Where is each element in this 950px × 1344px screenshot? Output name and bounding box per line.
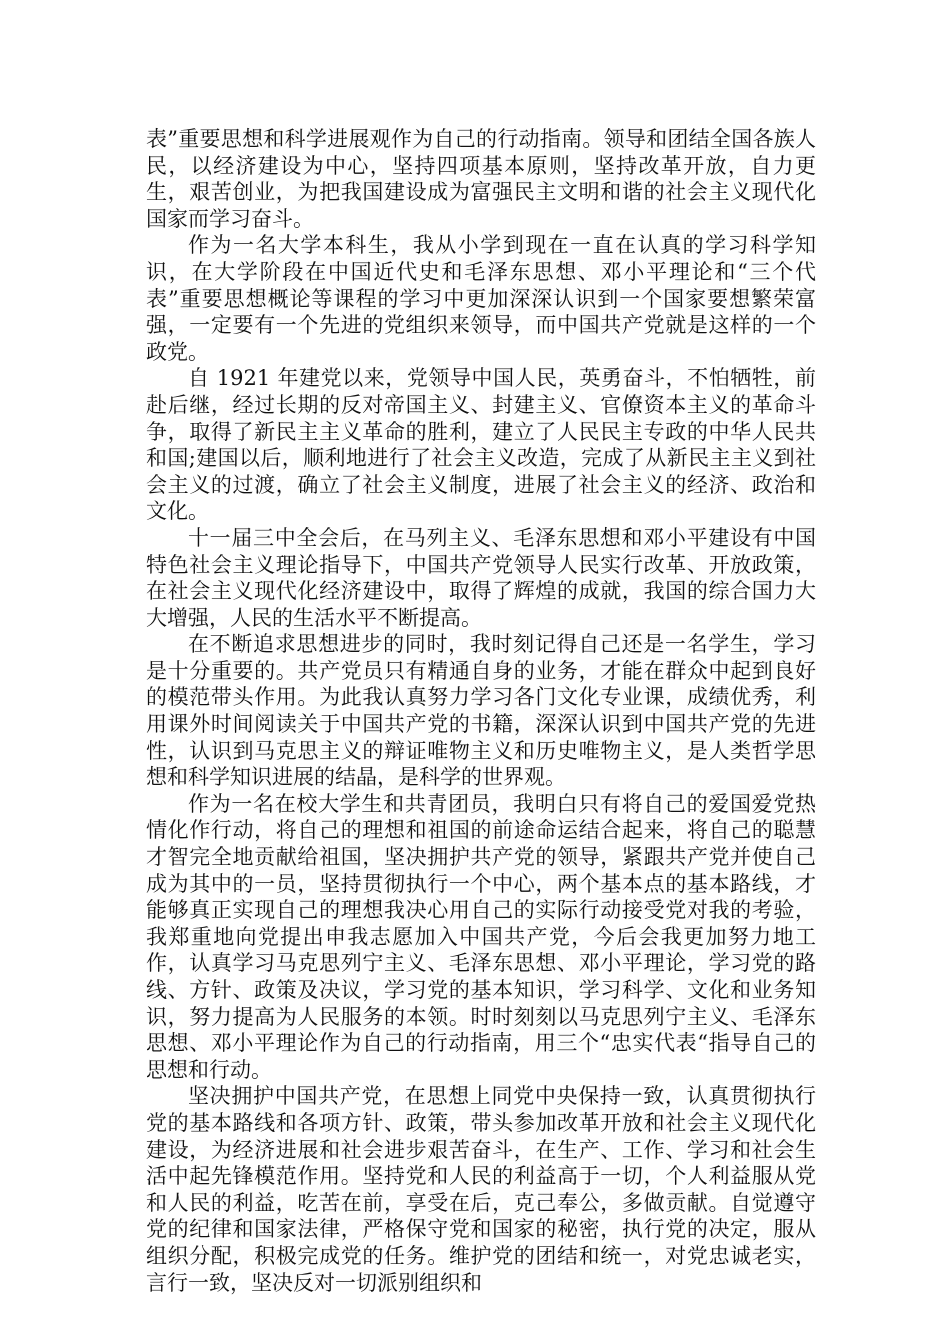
paragraph-party-history: 自 1921 年建党以来，党领导中国人民，英勇奋斗，不怕牺牲，前赴后继，经过长期的反对帝国主义、封建主义、官僚资本主义的革命斗争，取得了新民主主义革命的胜利，建立了人民民主专政的中华人民共和国;建国以后，顺利地进行了社会主义改造，完成了从新民主主义到社会主义的过渡，确立了社会主义制度，进展了社会主义的经济、政治和文化。 [146,366,816,524]
paragraph-student-study: 作为一名大学本科生，我从小学到现在一直在认真的学习科学知识，在大学阶段在中国近代史和毛泽东思想、邓小平理论和“三个代表”重要思想概论等课程的学习中更加深深认识到一个国家要想繁荣富强，一定要有一个先进的党组织来领导，而中国共产党就是这样的一个政党。 [146,233,816,364]
paragraph-reform-opening: 十一届三中全会后，在马列主义、毛泽东思想和邓小平建设有中国特色社会主义理论指导下，中国共产党领导人民实行改革、开放政策，在社会主义现代化经济建设中，取得了辉煌的成就，我国的综合国力大大增强，人民的生活水平不断提高。 [146,525,816,630]
paragraph-pledge: 坚决拥护中国共产党，在思想上同党中央保持一致，认真贯彻执行党的基本路线和各项方针、政策，带头参加改革开放和社会主义现代化建设，为经济进展和社会进步艰苦奋斗，在生产、工作、学习和社会生活中起先锋模范作用。坚持党和人民的利益高于一切，个人利益服从党和人民的利益，吃苦在前，享受在后，克己奉公，多做贡献。自觉遵守党的纪律和国家法律，严格保守党和国家的秘密，执行党的决定，服从组织分配，积极完成党的任务。维护党的团结和统一，对党忠诚老实，言行一致，坚决反对一切派别组织和 [146,1084,816,1295]
paragraph-continuation: 表”重要思想和科学进展观作为自己的行动指南。领导和团结全国各族人民，以经济建设为中心，坚持四项基本原则，坚持改革开放，自力更生，艰苦创业，为把我国建设成为富强民主文明和谐的社会主义现代化国家而学习奋斗。 [146,127,816,231]
paragraph-learning: 在不断追求思想进步的同时，我时刻记得自己还是一名学生，学习是十分重要的。共产党员只有精通自身的业务，才能在群众中起到良好的模范带头作用。为此我认真努力学习各门文化专业课，成绩优秀，利用课外时间阅读关于中国共产党的书籍，深深认识到中国共产党的先进性，认识到马克思主义的辩证唯物主义和历史唯物主义，是人类哲学思想和科学知识进展的结晶，是科学的世界观。 [146,632,816,790]
document-page [146,126,816,1296]
paragraph-commitment: 作为一名在校大学生和共青团员，我明白只有将自己的爱国爱党热情化作行动，将自己的理想和祖国的前途命运结合起来，将自己的聪慧才智完全地贡献给祖国，坚决拥护共产党的领导，紧跟共产党并使自己成为其中的一员，坚持贯彻执行一个中心，两个基本点的基本路线，才能够真正实现自己的理想我决心用自己的实际行动接受党对我的考验，我郑重地向党提出申我志愿加入中国共产党，今后会我更加努力地工作，认真学习马克思列宁主义、毛泽东思想、邓小平理论，学习党的路线、方针、政策及决议，学习党的基本知识，学习科学、文化和业务知识，努力提高为人民服务的本领。时时刻刻以马克思列宁主义、毛泽东思想、邓小平理论作为自己的行动指南，用三个“忠实代表“指导自己的思想和行动。 [146,791,816,1082]
